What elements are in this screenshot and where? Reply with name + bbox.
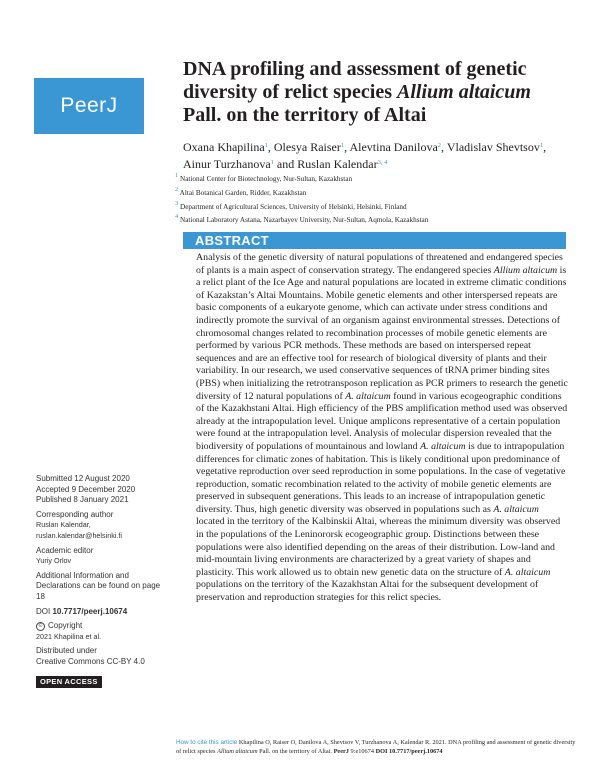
abstract-heading: ABSTRACT <box>195 233 269 248</box>
abstract-segment: located in the territory of the Kalbinskii Altai, whereas the minimum diversity was observed in the populations of the Leninororsk ecogeographic group. Distinctions between these populations were also identified depending on the areas of their distribution. Low-land and mid-mountain living environments are characterized by a great variety of shapes and plasticity. This work allowed us to obtain new genetic data on the structure of <box>196 516 561 578</box>
author-name[interactable]: Oxana Khapilina <box>183 140 265 154</box>
affiliation-number: 2 <box>175 185 179 193</box>
citation-species: Allium altaicum <box>217 748 258 755</box>
additional-info[interactable]: Additional Information and Declarations can be found on page 18 <box>36 570 161 601</box>
author-affiliation-mark: 1 <box>340 142 345 149</box>
paper-title <box>183 58 573 127</box>
affiliation-number: 3 <box>175 199 179 207</box>
author-affiliation-mark: 3, 4 <box>377 159 388 166</box>
author-separator: , <box>441 140 447 154</box>
copyright-icon: © <box>36 622 45 631</box>
peerj-logo-text: PeerJ <box>60 94 118 117</box>
author-affiliation-mark: 1 <box>270 159 274 166</box>
corresponding-name: Ruslan Kalendar, <box>36 520 91 530</box>
affiliation-list <box>175 171 575 226</box>
affiliation-number: 1 <box>175 172 179 179</box>
author-separator: , <box>344 140 350 154</box>
citation-label: How to cite this article <box>176 739 238 746</box>
author-name[interactable]: Olesya Raiser <box>273 140 341 154</box>
affiliation-item <box>175 185 575 199</box>
affiliation-text: National Center for Biotechnology, Nur-Sultan, Kazakhstan <box>178 175 353 183</box>
citation-text-mid: Pall. on the territory of Altai. <box>257 748 334 755</box>
author-separator: , <box>267 140 274 154</box>
citation-text: Khapilina O, Raiser O, Danilova A, Shevtsov V, Turzhanova A, Kalendar R. 2021. DNA profiling and assessment of genetic diversity of relict species <box>176 739 576 755</box>
abstract-species-name: A. altaicum <box>345 390 391 402</box>
title-species: Allium altaicum <box>397 81 531 103</box>
editor-label: Academic editor <box>36 545 94 555</box>
abstract-species-name: A. altaicum <box>493 503 539 515</box>
author-list <box>183 138 563 172</box>
corresponding-author <box>36 510 166 542</box>
abstract-species-name: Allium altaicum <box>493 264 558 276</box>
author-name[interactable]: Ainur Turzhanova <box>183 157 271 171</box>
submitted-date: Submitted 12 August 2020 <box>36 474 130 483</box>
doi-link[interactable]: 10.7717/peerj.10674 <box>52 606 128 616</box>
article-info-sidebar <box>36 474 166 688</box>
abstract-species-name: A. altaicum <box>504 566 551 578</box>
abstract-segment: is due to intrapopulation differences for climatic zones of habitation. This is likely conditional upon predominance of vegetative reproduction over seed reproduction in some populations. In the case of vegetative reproduction, somatic recombination related to the activity of mobile genetic elements are preserved in subsequent generations. This leads to an increase of intrapopulation genetic diversity. Thus, high genetic diversity was observed in populations such as <box>196 440 566 515</box>
abstract-segment: Analysis of the genetic diversity of natural populations of threatened and endangered species of plants is a main aspect of conservation strategy. The endangered species <box>196 252 563 276</box>
doi-prefix: DOI <box>36 606 53 616</box>
copyright-holder: 2021 Khapilina et al. <box>36 631 102 641</box>
open-access-badge: OPEN ACCESS <box>36 676 102 689</box>
abstract-species-name: A. altaicum <box>420 440 466 452</box>
dates <box>36 474 166 506</box>
affiliation-text: National Laboratory Astana, Nazarbayev University, Nur-Sultan, Aqmola, Kazakhstan <box>178 216 429 225</box>
copyright-label: Copyright <box>48 621 83 631</box>
copyright <box>36 621 166 642</box>
abstract-segment: populations on the territory of the Kazakhstan Altai for the subsequent development of preservation and reproduction strategies for this relict species. <box>196 579 539 604</box>
affiliation-item <box>175 212 575 226</box>
license-info <box>36 646 166 667</box>
affiliation-item <box>175 171 575 185</box>
author-name[interactable]: Vladislav Shevtsov <box>446 140 540 154</box>
citation-journal: PeerJ <box>333 748 349 755</box>
doi <box>36 607 166 618</box>
affiliation-item <box>175 199 575 213</box>
affiliation-text: Department of Agricultural Sciences, University of Helsinki, Helsinki, Finland <box>178 202 407 211</box>
corresponding-label: Corresponding author <box>36 509 114 519</box>
citation-volume: 9:e10674 <box>348 748 376 755</box>
abstract-segment: found in various ecogeographic conditions of the Kazakhstani Altai. High efficiency of the PBS amplification method used was observed already at the intrapopulation level. Unique amplicons representative of a certain population were found at the intrapopulation level. Analysis of molecular dispersion revealed that the biodiversity of populations of mountainous and lowland <box>196 390 568 452</box>
editor-name: Yuriy Orlov <box>36 556 72 566</box>
peerj-logo <box>34 78 144 134</box>
abstract-segment: is a relict plant of the Ice Age and natural populations are located in extreme climatic conditions of Kazakstan’s Altai Mountains. Mobile genetic elements and other interspersed repeats are basic components of a eukaryote genome, which can activate under stress conditions and indirectly promote the survival of an organism against environmental stresses. Detections of chromosomal changes related to recombination processes of mobile genetic elements are performed by various PCR methods. These methods are based on interspersed repeat sequences and are an effective tool for research of biological diversity of plants and their variability. In our research, we used conservative sequences of tRNA primer binding sites (PBS) when initializing the retrotransposon replication as PCR primers to research the genetic diversity of 12 natural populations of <box>196 264 568 402</box>
distributed-under: Distributed under <box>36 646 97 656</box>
corresponding-email[interactable]: ruslan.kalendar@helsinki.fi <box>36 530 123 540</box>
author-name[interactable]: Ruslan Kalendar <box>297 157 378 171</box>
affiliation-number: 4 <box>175 213 179 221</box>
academic-editor <box>36 546 166 567</box>
abstract-heading-bar <box>183 232 566 249</box>
title-text: DNA profiling and assessment of genetic diversity of relict species <box>183 58 527 103</box>
published-date: Published 8 January 2021 <box>36 495 129 505</box>
author-affiliation-mark: 2 <box>437 142 442 149</box>
citation-doi[interactable]: DOI 10.7717/peerj.10674 <box>375 748 443 755</box>
citation-footer <box>176 738 576 756</box>
author-affiliation-mark: 1 <box>539 142 544 149</box>
license-link[interactable]: Creative Commons CC-BY 4.0 <box>36 656 145 666</box>
accepted-date: Accepted 9 December 2020 <box>36 484 136 494</box>
author-affiliation-mark: 1 <box>264 142 268 149</box>
affiliation-text: Altai Botanical Garden, Ridder, Kazakhstan <box>178 188 307 197</box>
abstract-text <box>196 252 568 605</box>
title-text-end: Pall. on the territory of Altai <box>183 104 427 126</box>
author-separator: , <box>543 140 547 154</box>
author-separator: and <box>273 157 298 171</box>
author-name[interactable]: Alevtina Danilova <box>349 140 438 154</box>
